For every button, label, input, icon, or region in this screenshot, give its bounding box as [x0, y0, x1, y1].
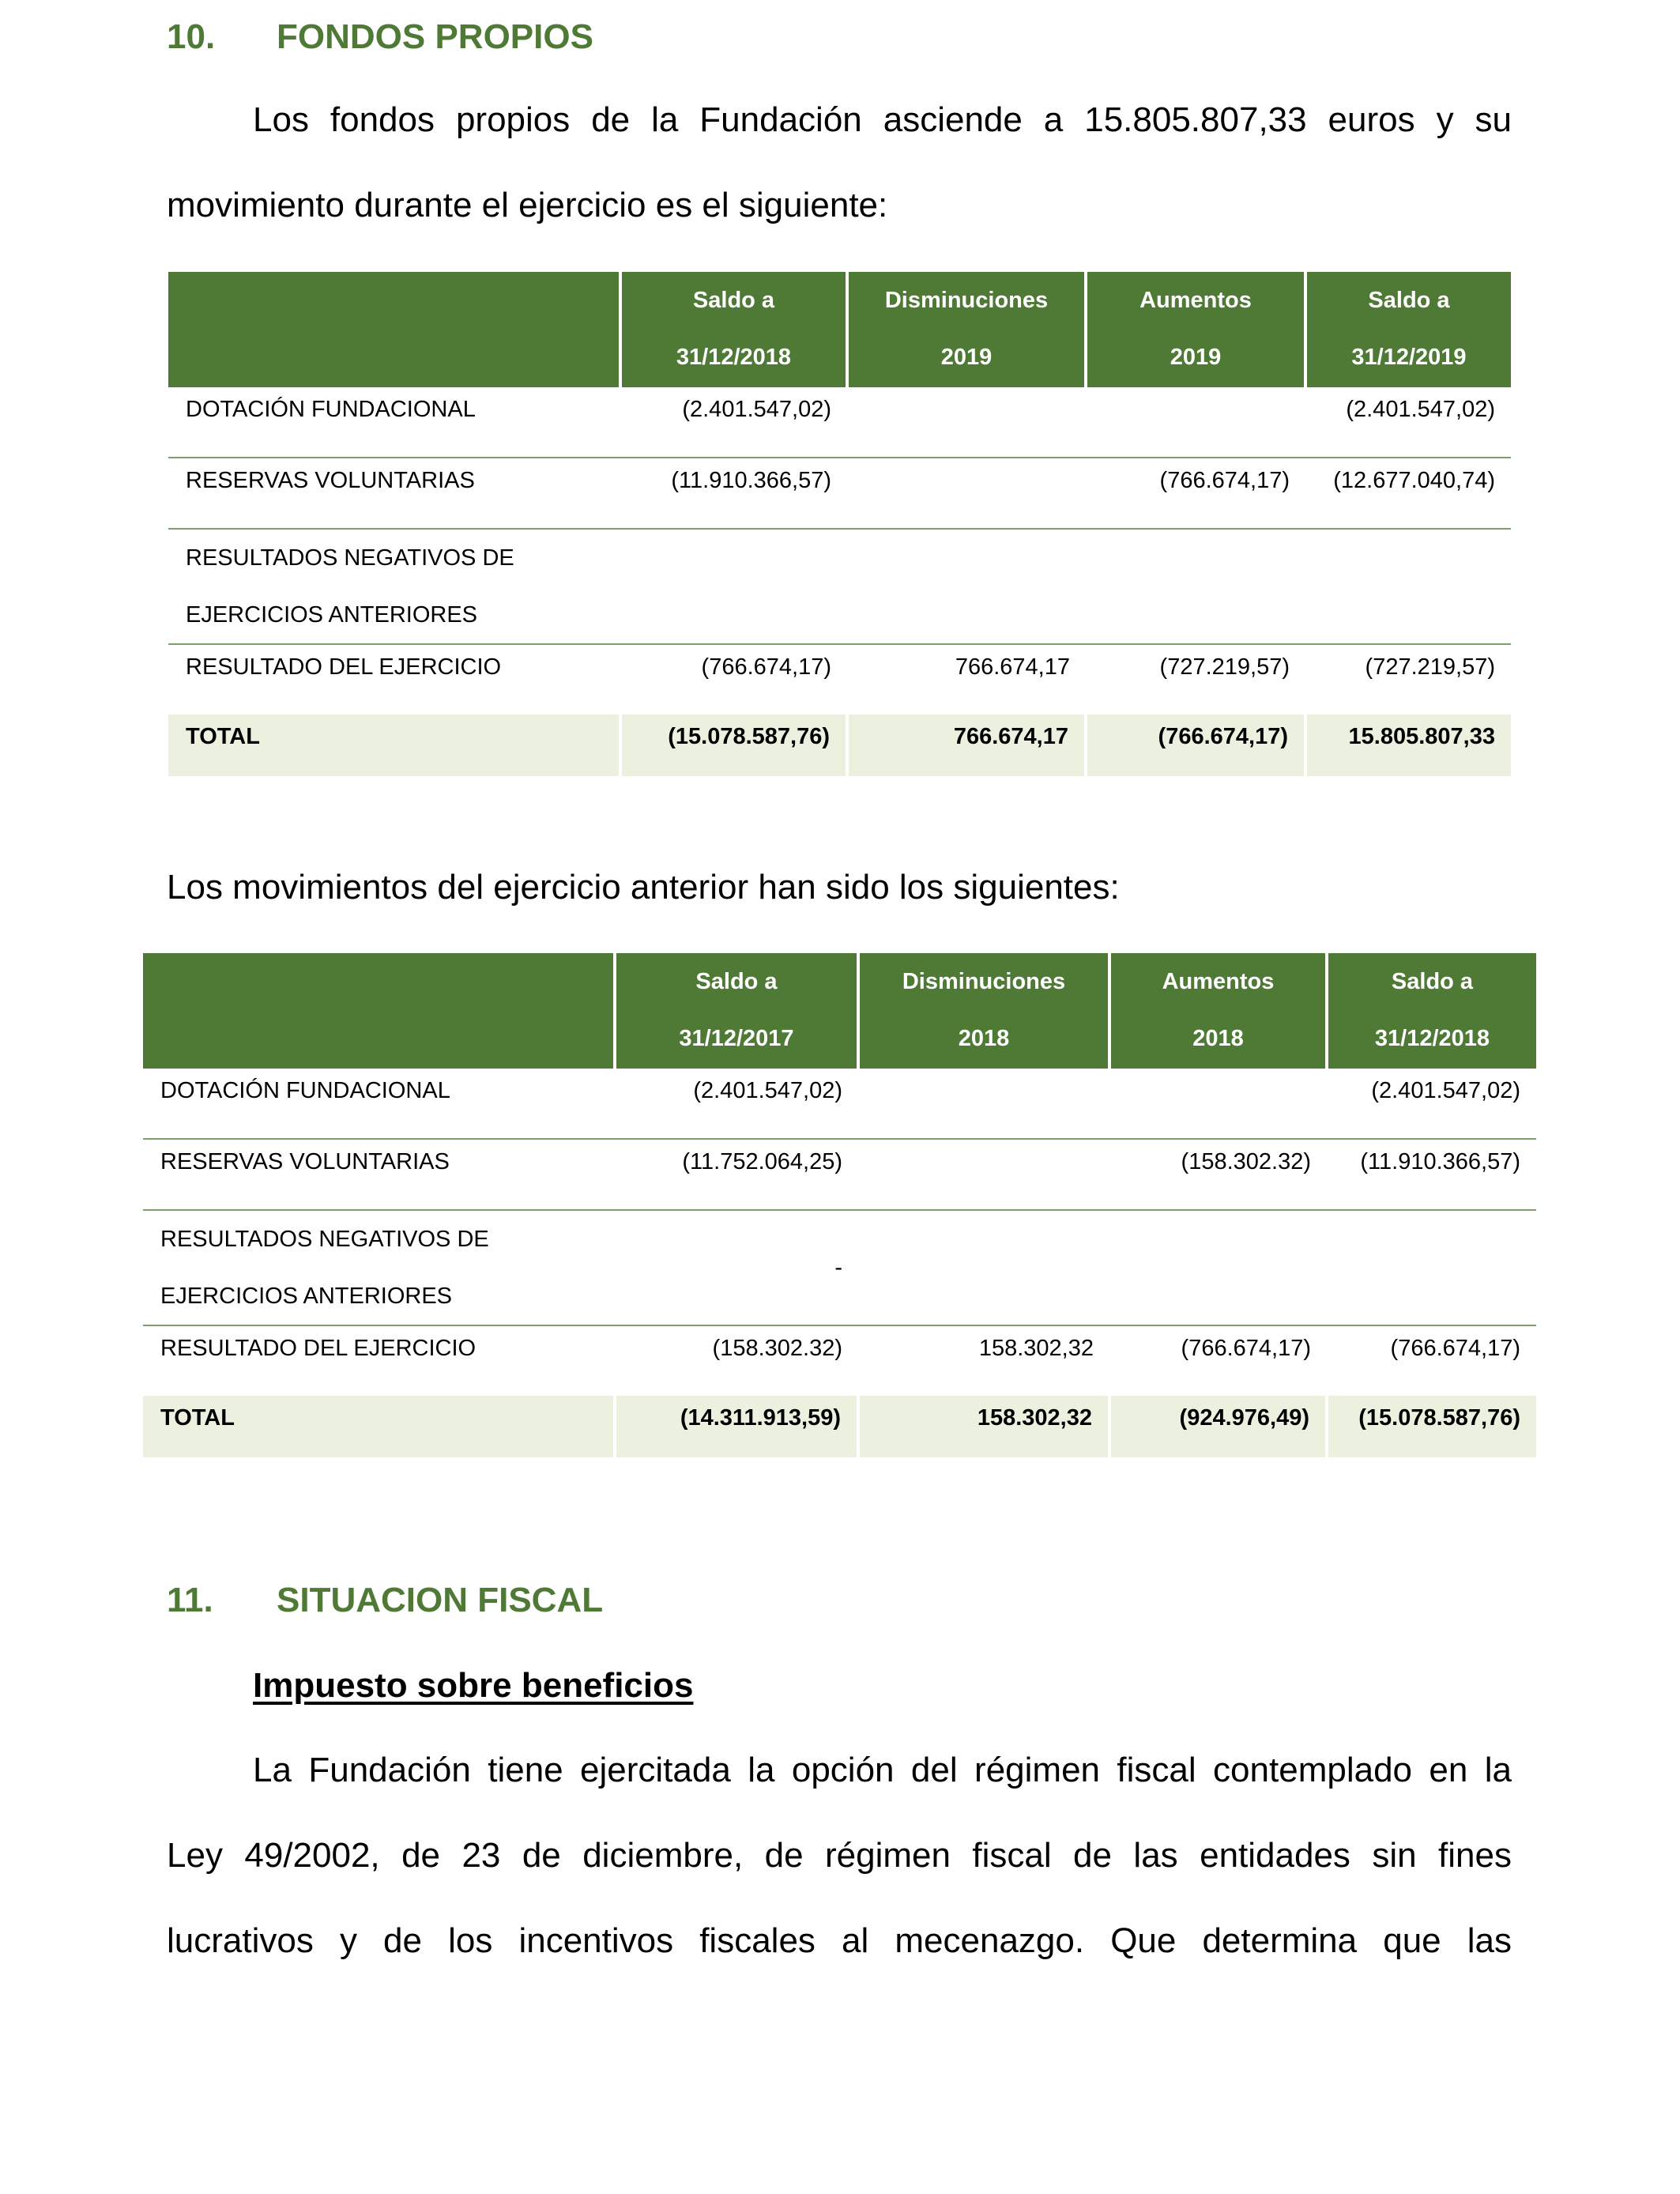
- cell: [858, 1210, 1109, 1325]
- subsection-title: Impuesto sobre beneficios: [253, 1666, 694, 1705]
- section-title: FONDOS PROPIOS: [277, 17, 593, 56]
- cell: (11.910.366,57): [620, 458, 847, 529]
- total-cell: (924.976,49): [1109, 1396, 1327, 1457]
- section-11-heading: [167, 1583, 603, 1618]
- cell: [620, 529, 847, 644]
- header-col: Saldo a 31/12/2019: [1305, 272, 1511, 386]
- total-cell: 766.674,17: [847, 714, 1086, 776]
- cell: [1109, 1068, 1327, 1139]
- cell: 158.302,32: [978, 1336, 1094, 1361]
- cell: (766.674,17): [1086, 458, 1305, 529]
- cell: [1086, 386, 1305, 458]
- row-label: RESERVAS VOLUNTARIAS: [143, 1139, 615, 1210]
- header-col: Saldo a 31/12/2017: [615, 953, 858, 1068]
- intro-line-1: Los fondos propios de la Fundación asciende a 15.805.807,33 euros y su: [253, 100, 1512, 139]
- cell: (158.302.32): [1109, 1139, 1327, 1210]
- header-col: Disminuciones 2018: [858, 953, 1109, 1068]
- total-row: [168, 714, 1511, 776]
- cell: [847, 458, 1086, 529]
- total-cell: (15.078.587,76): [620, 714, 847, 776]
- cell: (158.302.32): [712, 1336, 842, 1361]
- cell: [1305, 529, 1511, 644]
- header-blank: [143, 953, 615, 1068]
- intro-line-2: movimiento durante el ejercicio es el siguiente:: [167, 186, 888, 224]
- equity-table-2018: [143, 953, 1536, 1457]
- total-cell: 15.805.807,33: [1305, 714, 1511, 776]
- fiscal-line-2: Ley 49/2002, de 23 de diciembre, de régimen fiscal de las entidades sin fines: [167, 1836, 1512, 1875]
- cell: [847, 386, 1086, 458]
- cell: (727.219,57): [1365, 654, 1495, 680]
- cell: [858, 1068, 1109, 1139]
- cell: (727.219,57): [1159, 654, 1290, 680]
- cell: [1109, 1210, 1327, 1325]
- total-cell: 158.302,32: [858, 1396, 1109, 1457]
- table-row: [168, 529, 1511, 644]
- row-label: RESULTADOS NEGATIVOS DE EJERCICIOS ANTERIORES: [168, 529, 620, 644]
- cell: 766.674,17: [955, 654, 1070, 680]
- row-label: RESULTADOS NEGATIVOS DE EJERCICIOS ANTERIORES: [143, 1210, 615, 1325]
- cell: (2.401.547,02): [1327, 1068, 1536, 1139]
- fiscal-line-3: lucrativos y de los incentivos fiscales al mecenazgo. Que determina que las: [167, 1921, 1512, 1960]
- table-header-row: [168, 272, 1511, 386]
- table-row: [143, 1325, 1536, 1396]
- cell: [1327, 1210, 1536, 1325]
- section-title: SITUACION FISCAL: [277, 1581, 604, 1619]
- table-row: [143, 1210, 1536, 1325]
- total-label: TOTAL: [143, 1396, 615, 1457]
- total-label: TOTAL: [168, 714, 620, 776]
- total-row: [143, 1396, 1536, 1457]
- row-label: DOTACIÓN FUNDACIONAL: [143, 1068, 615, 1139]
- cell: (766.674,17): [1390, 1336, 1520, 1361]
- section-number: 10.: [167, 17, 216, 56]
- section-10-heading: [167, 17, 593, 56]
- cell: (2.401.547,02): [620, 386, 847, 458]
- cell: -: [615, 1210, 858, 1325]
- row-label: RESULTADO DEL EJERCICIO: [186, 654, 502, 680]
- header-col: Saldo a 31/12/2018: [1327, 953, 1536, 1068]
- section-number: 11.: [167, 1581, 213, 1619]
- row-label: RESERVAS VOLUNTARIAS: [168, 458, 620, 529]
- table-row: [168, 458, 1511, 529]
- cell: [1086, 529, 1305, 644]
- header-blank: [168, 272, 620, 386]
- header-col: Aumentos 2018: [1109, 953, 1327, 1068]
- header-col: Saldo a 31/12/2018: [620, 272, 847, 386]
- total-cell: (766.674,17): [1086, 714, 1305, 776]
- cell: (2.401.547,02): [615, 1068, 858, 1139]
- row-label: DOTACIÓN FUNDACIONAL: [168, 386, 620, 458]
- table-header-row: [143, 953, 1536, 1068]
- cell: (11.752.064,25): [615, 1139, 858, 1210]
- equity-table-2019: [168, 272, 1511, 776]
- table-row: [143, 1068, 1536, 1139]
- table-row: [143, 1139, 1536, 1210]
- header-col: Aumentos 2019: [1086, 272, 1305, 386]
- cell: (11.910.366,57): [1327, 1139, 1536, 1210]
- previous-year-intro: Los movimientos del ejercicio anterior han sido los siguientes:: [167, 868, 1120, 907]
- total-cell: (14.311.913,59): [615, 1396, 858, 1457]
- fiscal-line-1: La Fundación tiene ejercitada la opción del régimen fiscal contemplado en la: [253, 1751, 1512, 1789]
- table-row: [168, 386, 1511, 458]
- table-row: [168, 644, 1511, 714]
- cell: (2.401.547,02): [1305, 386, 1511, 458]
- cell: [847, 529, 1086, 644]
- row-label: RESULTADO DEL EJERCICIO: [160, 1336, 477, 1361]
- cell: (766.674,17): [701, 654, 831, 680]
- cell: (12.677.040,74): [1305, 458, 1511, 529]
- total-cell: (15.078.587,76): [1327, 1396, 1536, 1457]
- header-col: Disminuciones 2019: [847, 272, 1086, 386]
- cell: (766.674,17): [1181, 1336, 1311, 1361]
- cell: [858, 1139, 1109, 1210]
